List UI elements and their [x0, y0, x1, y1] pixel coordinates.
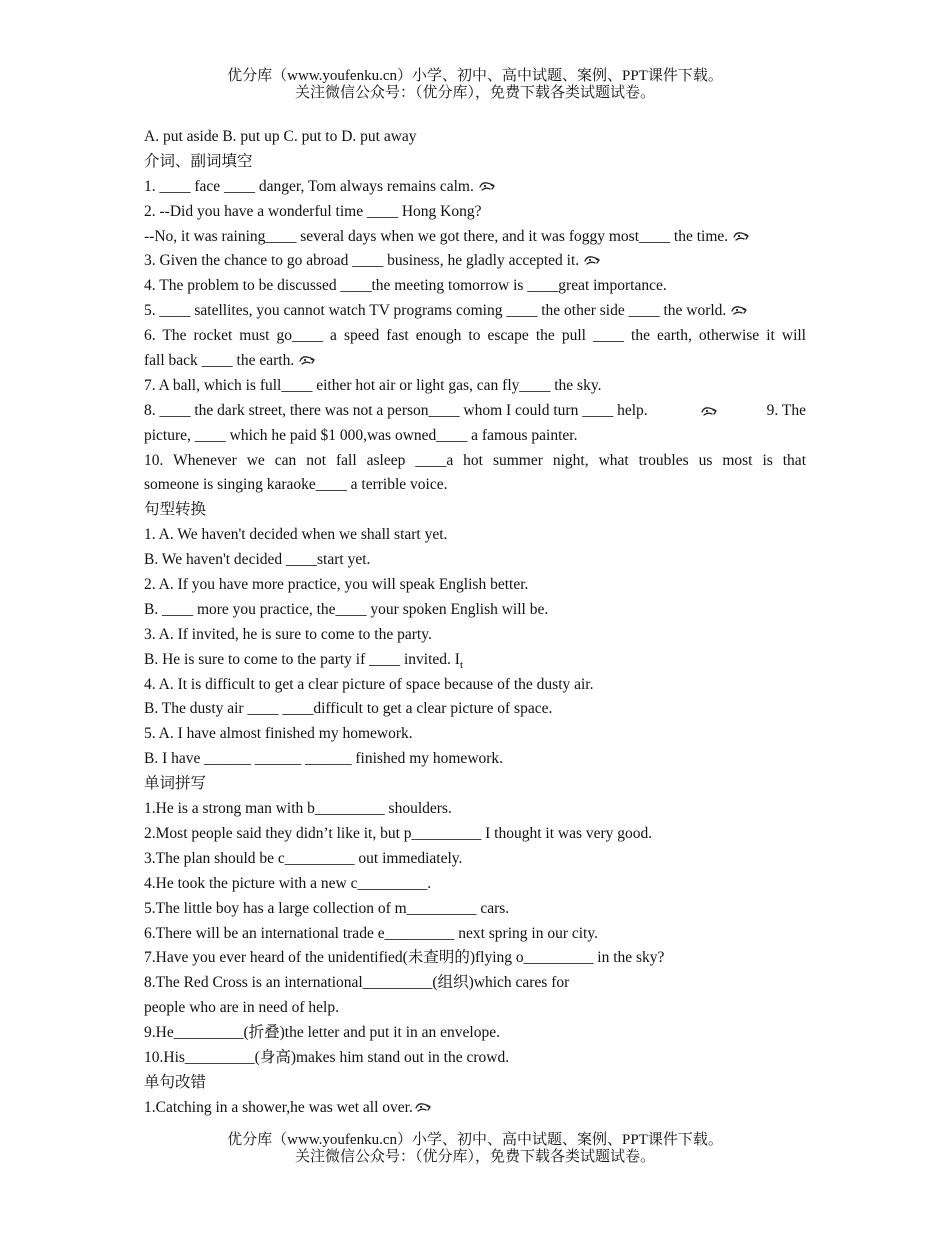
question-line: 3. A. If invited, he is sure to come to the party.: [144, 625, 432, 643]
question-line: B. He is sure to come to the party if ____ invited. $I_t$: [144, 650, 464, 671]
page-header: [0, 68, 950, 102]
question-line: 1.He is a strong man with b_________ shoulders.: [144, 800, 452, 818]
question-line: 5. A. I have almost finished my homework.: [144, 725, 413, 743]
question-line: B. I have ______ ______ ______ finished my homework.: [144, 750, 504, 768]
header-line-2: 关注微信公众号：（优分库），免费下载各类试题试卷。: [294, 85, 655, 101]
question-line: 1.Catching in a shower,he was wet all over.: [144, 1096, 806, 1121]
question-line: someone is singing karaoke____ a terrible voice.: [144, 476, 448, 494]
arrow-mark-icon: [701, 406, 718, 417]
question-line: 1. A. We haven't decided when we shall start yet.: [144, 526, 448, 544]
arrow-mark-icon: [584, 255, 601, 266]
question-line: --No, it was raining____ several days when we got there, and it was foggy most____ the time.: [144, 225, 806, 250]
question-line: 2. A. If you have more practice, you will speak English better.: [144, 576, 529, 594]
page-footer: [0, 1132, 950, 1166]
footer-line-2: 关注微信公众号：（优分库），免费下载各类试题试卷。: [294, 1149, 655, 1165]
question-line: fall back ____ the earth.: [144, 349, 806, 374]
question-line: 3.The plan should be c_________ out immediately.: [144, 849, 463, 867]
question-line: 10. Whenever we can not fall asleep ____a hot summer night, what troubles us most is that: [144, 451, 806, 469]
question-line: picture, ____ which he paid $1 000,was owned____ a famous painter.: [144, 426, 578, 444]
arrow-mark-icon: [731, 305, 748, 316]
question-line: 4.He took the picture with a new c_________.: [144, 874, 432, 892]
question-line: 4. The problem to be discussed ____the meeting tomorrow is ____great importance.: [144, 277, 667, 295]
question-line: 6.There will be an international trade e_________ next spring in our city.: [144, 924, 598, 942]
question-line: 7.Have you ever heard of the unidentified(未查明的)flying o_________ in the sky?: [144, 949, 665, 967]
section-heading: 介词、副词填空: [144, 152, 253, 170]
arrow-mark-icon: [479, 181, 496, 192]
subscript-mark: t: [459, 658, 464, 671]
question-line: 3. Given the chance to go abroad ____ business, he gladly accepted it.: [144, 249, 806, 274]
question-line: people who are in need of help.: [144, 999, 339, 1017]
arrow-mark-icon: [415, 1102, 432, 1113]
arrow-mark-icon: [733, 231, 750, 242]
section-heading: 单句改错: [144, 1073, 207, 1091]
question-line: 8. ____ the dark street, there was not a person____ whom I could turn ____ help. 9. The: [144, 401, 806, 419]
question-line: 5.The little boy has a large collection of m_________ cars.: [144, 899, 510, 917]
document-body: [144, 125, 806, 1121]
question-line: 6. The rocket must go____ a speed fast enough to escape the pull ____ the earth, otherwise it will: [144, 327, 806, 345]
question-line: 2. --Did you have a wonderful time ____ Hong Kong?: [144, 202, 482, 220]
question-line: 10.His_________(身高)makes him stand out in the crowd.: [144, 1048, 510, 1066]
question-line: B. We haven't decided ____start yet.: [144, 551, 371, 569]
arrow-mark-icon: [299, 355, 316, 366]
question-line: 9.He_________(折叠)the letter and put it in an envelope.: [144, 1024, 500, 1042]
header-line-1: 优分库（www.youfenku.cn）小学、初中、高中试题、案例、PPT课件下载。: [227, 68, 723, 84]
section-heading: 句型转换: [144, 501, 207, 519]
question-line: 4. A. It is difficult to get a clear picture of space because of the dusty air.: [144, 675, 594, 693]
question-line: 2.Most people said they didn’t like it, but p_________ I thought it was very good.: [144, 824, 653, 842]
question-line: 7. A ball, which is full____ either hot air or light gas, can fly____ the sky.: [144, 376, 602, 394]
question-line: 1. ____ face ____ danger, Tom always remains calm.: [144, 175, 806, 200]
question-line: B. The dusty air ____ ____difficult to get a clear picture of space.: [144, 700, 553, 718]
section-heading: 单词拼写: [144, 775, 207, 793]
question-line: 8.The Red Cross is an international_________(组织)which cares for: [144, 974, 570, 992]
text-line: A. put aside B. put up C. put to D. put away: [144, 128, 417, 145]
question-line: 5. ____ satellites, you cannot watch TV programs coming ____ the other side ____ the world.: [144, 299, 806, 324]
footer-line-1: 优分库（www.youfenku.cn）小学、初中、高中试题、案例、PPT课件下载。: [227, 1132, 723, 1148]
question-line: B. ____ more you practice, the____ your spoken English will be.: [144, 600, 549, 618]
